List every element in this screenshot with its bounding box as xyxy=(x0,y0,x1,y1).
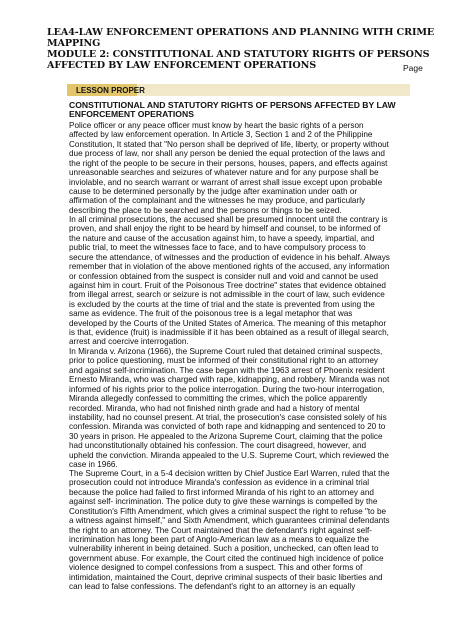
text-line: Constitution, It stated that "No person shall be deprived of life, liberty, or property without xyxy=(69,139,389,149)
section-heading xyxy=(69,101,396,120)
text-line: Constitution's Fifth Amendment, which gives a criminal suspect the right to refuse "to be xyxy=(69,506,387,516)
text-line: violence designed to compel confessions from a suspect. This and other forms of xyxy=(69,563,363,573)
text-line: In Miranda v. Arizona (1966), the Supreme Court ruled that detained criminal suspects, xyxy=(69,347,383,356)
text-line: is that, evidence (fruit) is inadmissible if it has been obtained as a result of illegal search, xyxy=(69,328,389,338)
text-line: against him in court. Fruit of the Poisonous Tree doctrine" states that evidence obtained xyxy=(69,280,386,290)
text-line: describing the place to be searched and the persons or things to be seized. xyxy=(69,205,342,215)
text-line: public trial, to meet the witnesses face to face, and to have compulsory process to xyxy=(69,243,366,253)
text-line: because the police had failed to first informed Miranda of his right to an attorney and xyxy=(69,487,374,497)
text-line: had unconstitutionally obtained his confession. The court disagreed, however, and xyxy=(69,441,367,451)
text-line: case in 1966. xyxy=(69,460,118,470)
text-line: informed of his rights prior to the police interrogation. During the two-hour interrogation, xyxy=(69,384,385,394)
text-line: incrimination has long been part of Anglo-American law as a means to equalize the xyxy=(69,534,369,544)
text-line: the right of the people to be secure in their persons, houses, papers, and effects against xyxy=(69,158,388,168)
text-line: inviolable, and no search warrant or warrant of arrest shall issue except upon probable xyxy=(69,177,383,187)
text-line: against self- incrimination. The police duty to give these warnings is compelled by the xyxy=(69,497,378,507)
text-line: due process of law, nor shall any person be denied the equal protection of the laws and xyxy=(69,149,385,159)
section-heading-line: CONSTITUTIONAL AND STATUTORY RIGHTS OF PERSONS AFFECTED BY LAW xyxy=(69,100,396,110)
text-line: prosecution could not introduce Miranda's confession as evidence in a criminal trial xyxy=(69,478,370,488)
text-line: the right to an attorney. The Court maintained that the defendant's right against self- xyxy=(69,525,373,535)
text-line: can lead to false confessions. The defendant's right to an attorney is an equally xyxy=(69,582,356,592)
text-line: cause to be determined personally by the judge after examination under oath or xyxy=(69,186,358,196)
document-title-line: MAPPING xyxy=(47,38,101,49)
text-line: is excluded by the courts at the time of trial and the state is prevented from using the xyxy=(69,299,375,309)
document-title-line: LEA4-LAW ENFORCEMENT OPERATIONS AND PLANNING WITH CRIME xyxy=(47,27,435,38)
text-line: secure the attendance, of witnesses and the production of evidence in his behalf. Always xyxy=(69,252,390,262)
text-line: affected by law enforcement operation. In Article 3, Section 1 and 2 of the Philippine xyxy=(69,130,373,140)
text-line: Ernesto Miranda, who was charged with rape, kidnapping, and robbery. Miranda was not xyxy=(69,375,390,385)
text-line: the nature and cause of the accusation against him, to have a speedy, impartial, and xyxy=(69,233,375,243)
paragraph-miranda-case xyxy=(69,347,414,469)
text-line: affirmation of the complainant and the witnesses he may produce, and particularly xyxy=(69,196,366,206)
text-line: unreasonable searches and seizures of whatever nature and for any purpose shall be xyxy=(69,168,379,178)
text-line: same as evidence. The fruit of the poisonous tree is a legal metaphor that was xyxy=(69,309,353,319)
paragraph-supreme-court-ruling xyxy=(69,469,414,591)
text-line: from illegal arrest, search or seizure is not admissible in the court of law, such evidence xyxy=(69,290,385,300)
paragraph-constitution xyxy=(69,121,414,215)
page-label: Page xyxy=(403,63,423,73)
text-line: In all criminal prosecutions, the accused shall be presumed innocent until the contrary is xyxy=(69,215,388,224)
document-title-line: AFFECTED BY LAW ENFORCEMENT OPERATIONS xyxy=(47,60,317,71)
text-line: confession. Miranda was convicted of both rape and kidnapping and sentenced to 20 to xyxy=(69,422,386,432)
text-line: prior to police questioning, must be informed of their constitutional right to an attorney xyxy=(69,356,379,366)
text-line: 30 years in prison. He appealed to the Arizona Supreme Court, claiming that the police xyxy=(69,431,383,441)
text-line: The Supreme Court, in a 5-4 decision written by Chief Justice Earl Warren, ruled that the xyxy=(69,469,390,478)
text-line: vulnerability inherent in being detained. Such a position, unchecked, can often lead to xyxy=(69,544,379,554)
text-line: recorded. Miranda, who had not finished ninth grade and had a history of mental xyxy=(69,403,360,413)
text-line: intimidation, maintained the Court, deprive criminal suspects of their basic liberties and xyxy=(69,572,383,582)
text-line: Miranda allegedly confessed to committing the crimes, which the police apparently xyxy=(69,394,368,404)
text-line: instability, had no counsel present. At trial, the prosecution's case consisted solely of his xyxy=(69,412,387,422)
text-line: developed by the Courts of the United States of America. The meaning of this metaphor xyxy=(69,318,387,328)
text-line: Police officer or any peace officer must know by heart the basic rights of a person xyxy=(69,121,364,130)
text-line: a witness against himself," and Sixth Amendment, which guarantees criminal defendants xyxy=(69,516,390,526)
section-label: LESSON PROPER xyxy=(76,86,145,95)
paragraph-criminal-prosecutions xyxy=(69,215,414,347)
text-line: government abuse. For example, the Court cited the continued high incidence of police xyxy=(69,553,384,563)
text-line: arrest and coercive interrogation. xyxy=(69,337,189,347)
text-line: remember that in violation of the above mentioned rights of the accused, any information xyxy=(69,262,390,272)
text-line: or confession obtained from the suspect is consider null and void and cannot be used xyxy=(69,271,379,281)
section-heading-line: ENFORCEMENT OPERATIONS xyxy=(69,109,194,120)
text-line: proven, and shall enjoy the right to be heard by himself and counsel, to be informed of xyxy=(69,224,381,234)
text-line: and against self-incrimination. The case began with the 1963 arrest of Phoenix resident xyxy=(69,365,385,375)
text-line: upheld the conviction. Miranda appealed to the U.S. Supreme Court, which reviewed the xyxy=(69,450,389,460)
document-title-line: MODULE 2: CONSTITUTIONAL AND STATUTORY RIGHTS OF PERSONS xyxy=(47,49,430,60)
